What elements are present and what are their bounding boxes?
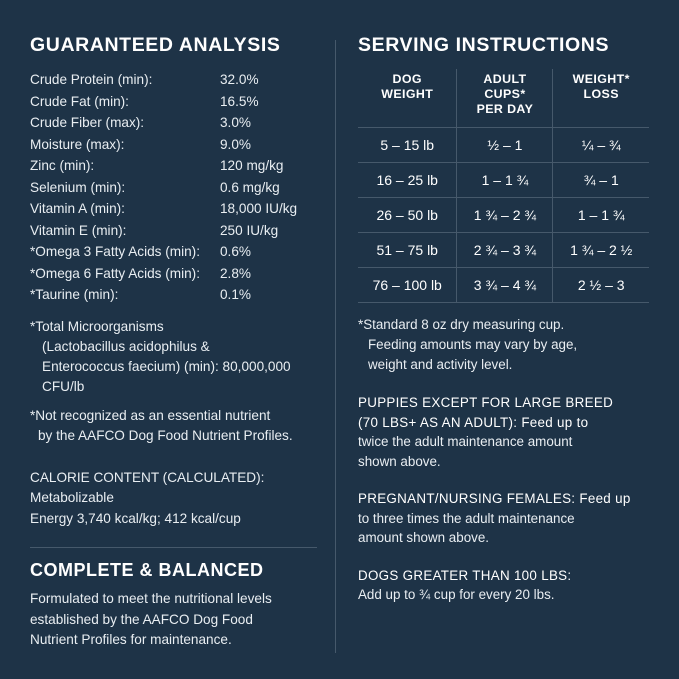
complete-balanced-line-1: Formulated to meet the nutritional levels xyxy=(30,591,272,606)
measuring-cup-footnote xyxy=(358,315,649,375)
aafco-footnote xyxy=(30,406,317,446)
table-header-dog-weight xyxy=(358,69,457,128)
analysis-label: *Omega 6 Fatty Acids (min): xyxy=(30,265,200,281)
complete-balanced-body xyxy=(30,589,317,651)
section-divider xyxy=(30,547,317,548)
microorganisms-line-2: (Lactobacillus acidophilus & xyxy=(42,338,210,354)
header-line-2: WEIGHT xyxy=(381,87,434,101)
analysis-row xyxy=(30,284,317,306)
cell-dog-weight: 5 – 15 lb xyxy=(358,128,457,163)
large-dogs-body: Add up to ¾ cup for every 20 lbs. xyxy=(358,587,555,602)
cell-weight-loss: 2 ½ – 3 xyxy=(553,268,649,303)
table-row xyxy=(358,233,649,268)
guaranteed-analysis-column xyxy=(30,34,335,659)
analysis-row xyxy=(30,112,317,134)
analysis-value: 0.1% xyxy=(220,287,251,302)
analysis-value: 18,000 IU/kg xyxy=(220,201,298,216)
analysis-value: 9.0% xyxy=(220,136,251,152)
pregnant-body-line-1: to three times the adult maintenance xyxy=(358,510,575,526)
footnote-line-3: weight and activity level. xyxy=(368,357,513,372)
analysis-row xyxy=(30,134,317,156)
table-row xyxy=(358,128,649,163)
cell-weight-loss: ¼ – ¾ xyxy=(553,128,649,163)
analysis-label: *Taurine (min): xyxy=(30,287,119,302)
analysis-row xyxy=(30,69,317,91)
pregnant-body-line-2: amount shown above. xyxy=(358,530,490,545)
microorganisms-line-1: *Total Microorganisms xyxy=(30,318,164,334)
pregnant-heading: PREGNANT/NURSING FEMALES: Feed up xyxy=(358,491,631,506)
footnote-line-2: Feeding amounts may vary by age, xyxy=(368,337,578,352)
cell-adult-cups: 3 ¾ – 4 ¾ xyxy=(457,268,553,303)
complete-balanced-title: COMPLETE & BALANCED xyxy=(30,560,264,580)
analysis-row xyxy=(30,155,317,177)
analysis-label: Selenium (min): xyxy=(30,179,126,195)
analysis-label: Vitamin E (min): xyxy=(30,222,127,238)
footnote-line-1: *Standard 8 oz dry measuring cup. xyxy=(358,317,565,332)
analysis-row xyxy=(30,198,317,220)
cell-adult-cups: 1 – 1 ¾ xyxy=(457,163,553,198)
microorganisms-line-3: Enterococcus faecium) (min): 80,000,000 CFU/lb xyxy=(42,358,291,394)
table-row xyxy=(358,198,649,233)
cell-adult-cups: ½ – 1 xyxy=(457,128,553,163)
puppies-heading-line-1: PUPPIES EXCEPT FOR LARGE BREED xyxy=(358,395,614,410)
analysis-row xyxy=(30,220,317,242)
puppies-body-line-2: shown above. xyxy=(358,453,441,469)
serving-instructions-column xyxy=(336,34,649,659)
analysis-value: 0.6 mg/kg xyxy=(220,179,280,195)
cell-dog-weight: 26 – 50 lb xyxy=(358,198,457,233)
cell-dog-weight: 16 – 25 lb xyxy=(358,163,457,198)
analysis-label: *Omega 3 Fatty Acids (min): xyxy=(30,244,200,259)
analysis-row xyxy=(30,241,317,263)
guaranteed-analysis-list xyxy=(30,69,317,306)
calorie-line-1: CALORIE CONTENT (CALCULATED): Metabolizable xyxy=(30,469,265,505)
header-line-1: DOG xyxy=(392,72,422,86)
microorganisms-note xyxy=(30,317,317,397)
analysis-label: Moisture (max): xyxy=(30,136,125,152)
analysis-value: 32.0% xyxy=(220,72,259,87)
pregnant-nursing-note xyxy=(358,489,649,548)
table-header-weight-loss xyxy=(553,69,649,128)
analysis-value: 250 IU/kg xyxy=(220,222,279,238)
analysis-value: 16.5% xyxy=(220,93,259,109)
header-line-1: WEIGHT* xyxy=(572,72,630,86)
calorie-content xyxy=(30,468,317,530)
analysis-label: Crude Fiber (max): xyxy=(30,115,145,130)
table-header-adult-cups xyxy=(457,69,553,128)
analysis-value: 0.6% xyxy=(220,244,251,259)
cell-weight-loss: 1 ¾ – 2 ½ xyxy=(553,233,649,268)
puppies-feeding-note xyxy=(358,393,649,471)
large-dogs-note xyxy=(358,566,649,605)
calorie-line-2: Energy 3,740 kcal/kg; 412 kcal/cup xyxy=(30,510,241,526)
table-header-row xyxy=(358,69,649,128)
guaranteed-analysis-title: GUARANTEED ANALYSIS xyxy=(30,34,281,56)
cell-dog-weight: 76 – 100 lb xyxy=(358,268,457,303)
cell-weight-loss: ¾ – 1 xyxy=(553,163,649,198)
analysis-label: Zinc (min): xyxy=(30,158,95,173)
complete-balanced-line-3: Nutrient Profiles for maintenance. xyxy=(30,632,232,647)
puppies-body-line-1: twice the adult maintenance amount xyxy=(358,434,573,449)
header-line-2: PER DAY xyxy=(476,102,534,116)
header-line-2: LOSS xyxy=(583,87,619,101)
analysis-label: Vitamin A (min): xyxy=(30,201,125,216)
analysis-label: Crude Protein (min): xyxy=(30,72,153,87)
cell-adult-cups: 1 ¾ – 2 ¾ xyxy=(457,198,553,233)
serving-instructions-title: SERVING INSTRUCTIONS xyxy=(358,34,610,56)
analysis-value: 2.8% xyxy=(220,265,251,281)
header-line-1: ADULT CUPS* xyxy=(483,72,527,101)
aafco-footnote-line-1: *Not recognized as an essential nutrient xyxy=(30,407,271,423)
analysis-row xyxy=(30,177,317,199)
table-row xyxy=(358,163,649,198)
complete-balanced-line-2: established by the AAFCO Dog Food xyxy=(30,611,253,627)
cell-dog-weight: 51 – 75 lb xyxy=(358,233,457,268)
analysis-row xyxy=(30,91,317,113)
analysis-value: 3.0% xyxy=(220,115,251,130)
cell-adult-cups: 2 ¾ – 3 ¾ xyxy=(457,233,553,268)
aafco-footnote-line-2: by the AAFCO Dog Food Nutrient Profiles. xyxy=(38,427,293,443)
analysis-label: Crude Fat (min): xyxy=(30,93,129,109)
analysis-row xyxy=(30,263,317,285)
serving-table xyxy=(358,69,649,303)
analysis-value: 120 mg/kg xyxy=(220,158,284,173)
table-row xyxy=(358,268,649,303)
large-dogs-heading: DOGS GREATER THAN 100 LBS: xyxy=(358,567,572,583)
cell-weight-loss: 1 – 1 ¾ xyxy=(553,198,649,233)
puppies-heading-line-2: (70 LBS+ AS AN ADULT): Feed up to xyxy=(358,414,589,430)
